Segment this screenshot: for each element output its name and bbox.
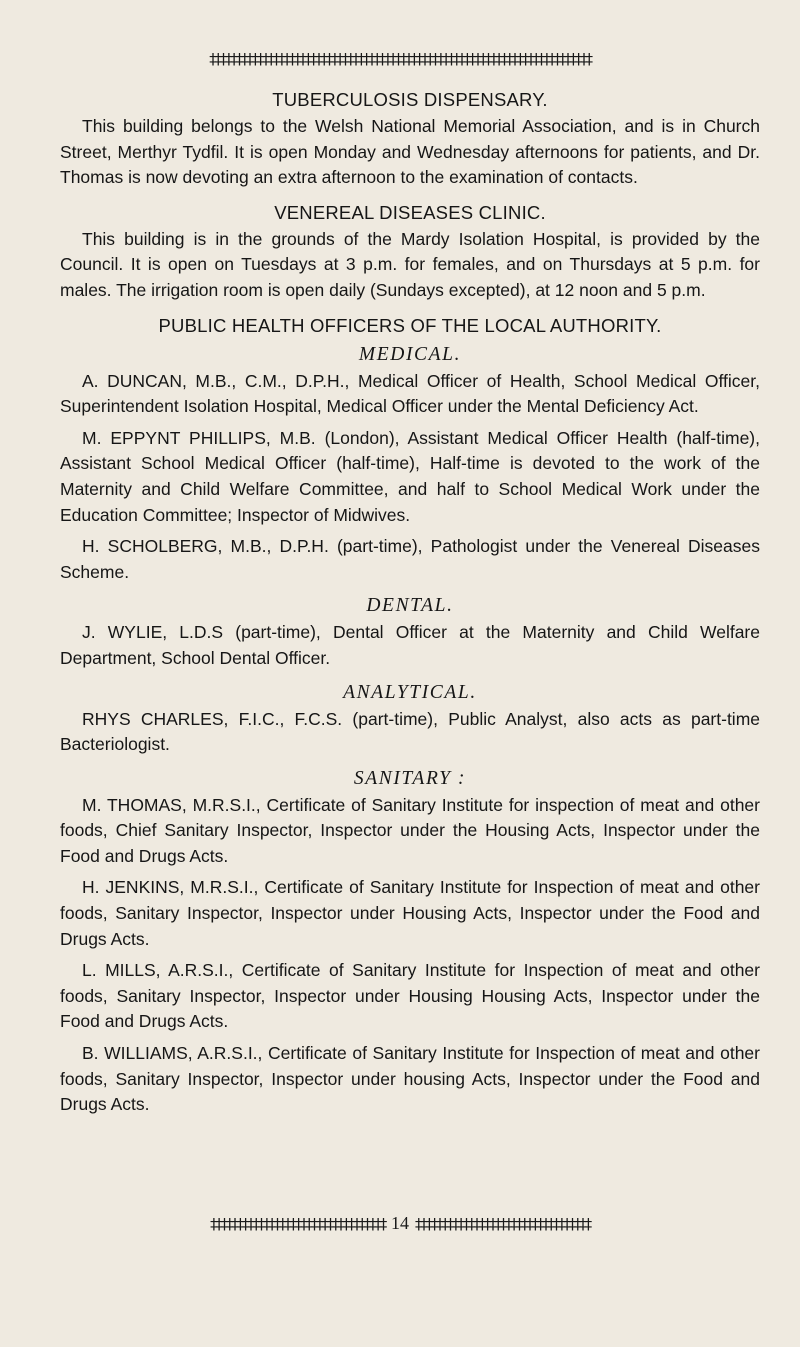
page-number: 14: [391, 1213, 409, 1233]
top-ornament-rule: ‡‡‡‡‡‡‡‡‡‡‡‡‡‡‡‡‡‡‡‡‡‡‡‡‡‡‡‡‡‡‡‡‡‡‡‡‡‡‡‡‡‡‡‡‡‡‡‡‡‡‡‡‡‡‡‡‡‡‡‡‡‡‡‡‡‡‡‡‡‡‡‡: [209, 50, 591, 68]
sanitary-subheading: SANITARY :: [353, 767, 467, 789]
officer-wylie: J. WYLIE, L.D.S (part-time), Dental Officer at the Maternity and Child Welfare Department, School Dental Officer.: [60, 622, 760, 668]
tuberculosis-paragraph: This building belongs to the Welsh National Memorial Association, and is in Church Street, Merthyr Tydfil. It is open Monday and Wednesday afternoons for patients, and Dr. Thomas is now devoting an extra afternoon to the examination of contacts.: [60, 116, 760, 188]
tuberculosis-heading: TUBERCULOSIS DISPENSARY.: [272, 89, 548, 110]
bottom-ornament-rule: [0, 1213, 800, 1234]
officer-entry: [60, 875, 760, 952]
officers-heading: PUBLIC HEALTH OFFICERS OF THE LOCAL AUTHORITY.: [158, 314, 662, 336]
officer-entry: [60, 958, 760, 1035]
tuberculosis-section: [60, 86, 760, 191]
officer-williams: B. WILLIAMS, A.R.S.I., Certificate of Sanitary Institute for Inspection of meat and other foods, Sanitary Inspector, Inspector under housing Acts, Inspector under the Food and Drugs Acts.: [60, 1043, 760, 1115]
officer-phillips: M. EPPYNT PHILLIPS, M.B. (London), Assistant Medical Officer Health (half-time), Assistant School Medical Officer (half-time), Half-time is devoted to the work of the Maternity and Child Welfare Committee, and half to School Medical Work under the Education Committee; Inspector of Midwives.: [60, 427, 760, 525]
officer-duncan: A. DUNCAN, M.B., C.M., D.P.H., Medical Officer of Health, School Medical Officer, Superintendent Isolation Hospital, Medical Officer under the Mental Deficiency Act.: [60, 370, 760, 417]
officer-entry: [60, 426, 760, 528]
venereal-paragraph: This building is in the grounds of the Mardy Isolation Hospital, is provided by the Council. It is open on Tuesdays at 3 p.m. for females, and on Thursdays at 5 p.m. for males. The irrigation room is open daily (Sundays excepted), at 12 noon and 5 p.m.: [60, 228, 760, 300]
bottom-ornament-right: ‡‡‡‡‡‡‡‡‡‡‡‡‡‡‡‡‡‡‡‡‡‡‡‡‡‡‡‡‡‡‡‡‡: [415, 1215, 590, 1233]
officer-entry: [60, 793, 760, 870]
venereal-section: [60, 199, 760, 304]
venereal-heading: VENEREAL DISEASES CLINIC.: [274, 201, 546, 223]
medical-subheading: MEDICAL.: [358, 343, 462, 365]
officer-scholberg: H. SCHOLBERG, M.B., D.P.H. (part-time), Pathologist under the Venereal Diseases Scheme.: [60, 536, 760, 582]
officer-mills: L. MILLS, A.R.S.I., Certificate of Sanitary Institute for Inspection of meat and other foods, Sanitary Inspector, Inspector under Housing Housing Acts, Inspector under the Food and Drugs Acts.: [60, 960, 760, 1032]
officer-charles: RHYS CHARLES, F.I.C., F.C.S. (part-time), Public Analyst, also acts as part-time Bacteriologist.: [60, 708, 760, 755]
officer-entry: [60, 369, 760, 420]
analytical-subheading: ANALYTICAL.: [343, 681, 477, 703]
dental-subheading: DENTAL.: [366, 595, 454, 617]
page-content: [60, 86, 760, 1126]
officer-entry: [60, 1041, 760, 1118]
officer-entry: [60, 620, 760, 671]
officer-entry: [60, 707, 760, 758]
officer-jenkins: H. JENKINS, M.R.S.I., Certificate of Sanitary Institute for Inspection of meat and other foods, Sanitary Inspector, Inspector under Housing Acts, Inspector under the Food and Drugs Acts.: [60, 877, 760, 949]
officer-entry: [60, 534, 760, 585]
bottom-ornament-left: ‡‡‡‡‡‡‡‡‡‡‡‡‡‡‡‡‡‡‡‡‡‡‡‡‡‡‡‡‡‡‡‡‡: [210, 1215, 385, 1233]
officer-thomas: M. THOMAS, M.R.S.I., Certificate of Sanitary Institute for inspection of meat and other foods, Chief Sanitary Inspector, Inspector under the Housing Acts, Inspector under the Food and Drugs Acts.: [60, 794, 760, 866]
officers-section: [60, 312, 760, 1118]
